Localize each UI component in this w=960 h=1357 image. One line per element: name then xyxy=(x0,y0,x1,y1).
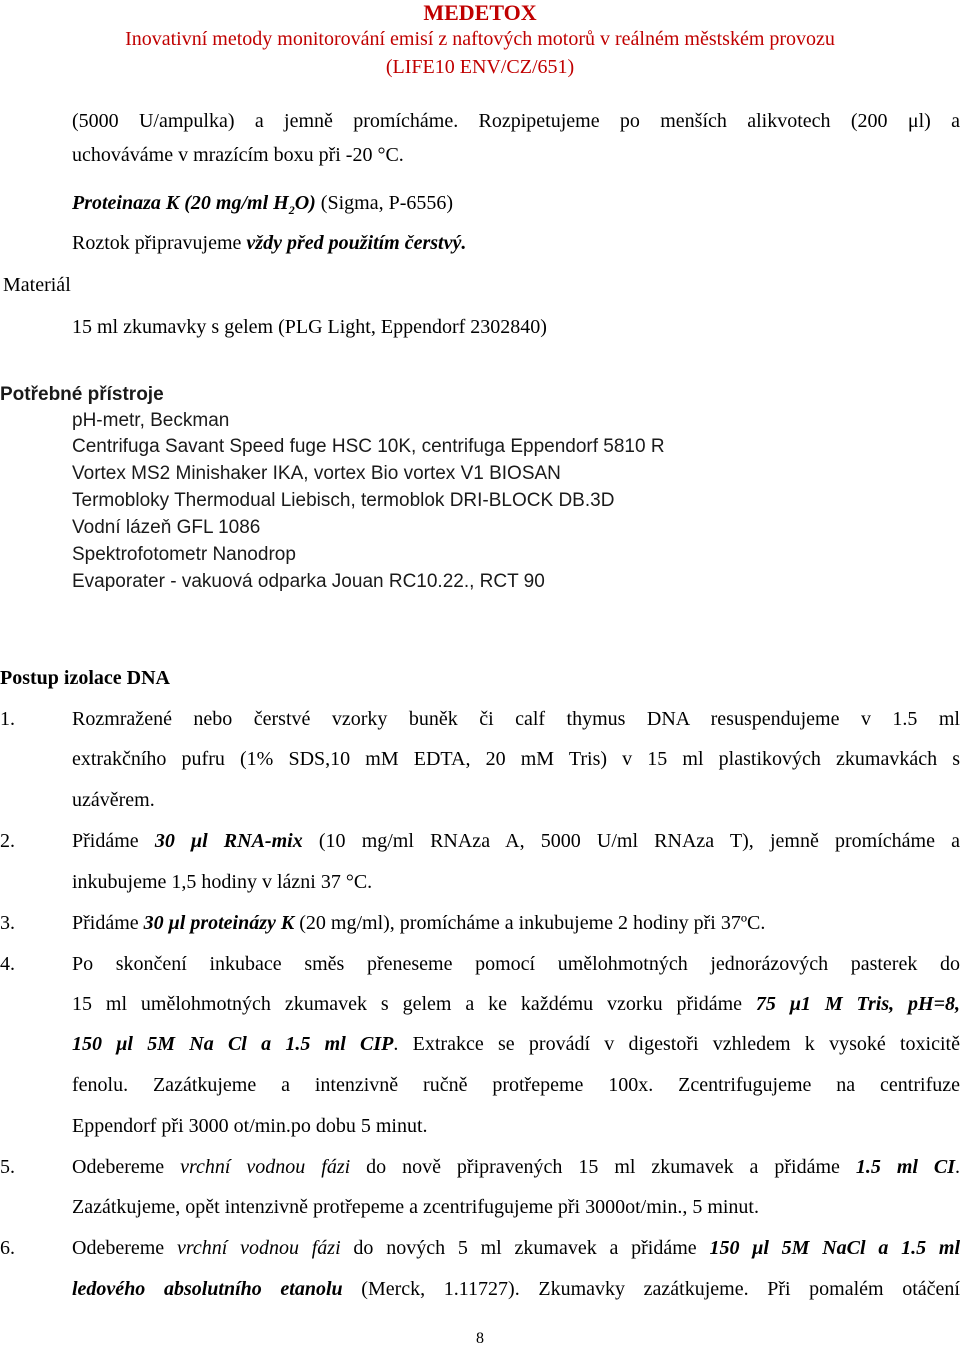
text: do nových 5 ml zkumavek a přidáme xyxy=(340,1237,710,1259)
text: . Extrakce se provádí v digestoři vzhledem k vysoké toxicitě xyxy=(393,1033,960,1055)
text: 15 ml umělohmotných zkumavek s gelem a ke každému vzorku přidáme xyxy=(72,993,756,1015)
page-number: 8 xyxy=(476,1330,484,1347)
instrument-item: Vodní lázeň GFL 1086 xyxy=(72,517,261,538)
reagent-name-end: O) xyxy=(294,192,316,214)
instrument-item: Evaporater - vakuová odparka Jouan RC10.22., RCT 90 xyxy=(72,571,545,592)
subscript: 2 xyxy=(288,203,295,217)
text: (10 mg/ml RNAza A, 5000 U/ml RNAza T), jemně promícháme a xyxy=(302,830,960,852)
text: Roztok připravujeme xyxy=(72,232,247,254)
step-line xyxy=(72,911,765,935)
step-number: 6. xyxy=(0,1237,15,1259)
step-number: 1. xyxy=(0,708,15,730)
step-line xyxy=(72,1155,960,1179)
step-number: 4. xyxy=(0,953,15,975)
reagent-source: (Sigma, P-6556) xyxy=(315,192,454,214)
step-line: Zazátkujeme, opět intenzivně protřepeme a zcentrifugujeme při 3000ot/min., 5 minut. xyxy=(72,1196,759,1218)
roztok-line xyxy=(72,231,466,255)
text: (Merck, 1.11727). Zkumavky zazátkujeme. Při pomalém otáčení xyxy=(342,1278,960,1300)
text: Odebereme xyxy=(72,1156,181,1178)
proteinaza-line xyxy=(72,191,453,222)
step-line: Po skončení inkubace směs přeneseme pomocí umělohmotných jednorázových pasterek do xyxy=(72,953,960,975)
instrument-item: Centrifuga Savant Speed fuge HSC 10K, centrifuga Eppendorf 5810 R xyxy=(72,436,665,457)
instrument-item: pH-metr, Beckman xyxy=(72,410,230,431)
step-line xyxy=(72,1277,960,1301)
paragraph-line: (5000 U/ampulka) a jemně promícháme. Rozpipetujeme po menších alikvotech (200 μl) a xyxy=(72,110,960,132)
instruments-heading: Potřebné přístroje xyxy=(0,384,164,405)
emphasis: vždy před použitím čerstvý. xyxy=(246,232,467,254)
italic-text: vrchní vodnou fázi xyxy=(180,1156,351,1178)
step-line: Eppendorf při 3000 ot/min.po dobu 5 minut. xyxy=(72,1115,428,1137)
emphasis: ledového absolutního etanolu xyxy=(72,1278,343,1300)
step-number: 3. xyxy=(0,912,15,934)
emphasis: 30 μl RNA-mix xyxy=(154,830,303,852)
emphasis: 150 μl 5M NaCl a 1.5 ml xyxy=(709,1237,960,1259)
paragraph-line: uchováváme v mrazícím boxu při -20 °C. xyxy=(72,144,404,166)
procedure-heading: Postup izolace DNA xyxy=(0,667,170,689)
emphasis: 30 μl proteinázy K xyxy=(143,912,295,934)
emphasis: 150 μl 5M Na Cl a 1.5 ml CIP xyxy=(72,1033,394,1055)
step-line: extrakčního pufru (1% SDS,10 mM EDTA, 20 mM Tris) v 15 ml plastikových zkumavkách s xyxy=(72,748,960,770)
material-label: Materiál xyxy=(3,274,71,296)
step-line xyxy=(72,829,960,853)
italic-text: vrchní vodnou fázi xyxy=(176,1237,341,1259)
reagent-name: Proteinaza K (20 mg/ml H xyxy=(72,192,289,214)
step-line: Rozmražené nebo čerstvé vzorky buněk či calf thymus DNA resuspendujeme v 1.5 ml xyxy=(72,708,960,730)
text: (20 mg/ml), promícháme a inkubujeme 2 hodiny při 37ºC. xyxy=(294,912,766,934)
step-number: 5. xyxy=(0,1156,15,1178)
emphasis: 1.5 ml CI xyxy=(855,1156,956,1178)
step-number: 2. xyxy=(0,830,15,852)
step-line xyxy=(72,1032,960,1056)
text: Odebereme xyxy=(72,1237,177,1259)
step-line: inkubujeme 1,5 hodiny v lázni 37 °C. xyxy=(72,871,373,893)
text: Přidáme xyxy=(72,830,155,852)
step-line xyxy=(72,1236,960,1260)
text: do nově připravených 15 ml zkumavek a přidáme xyxy=(350,1156,856,1178)
step-line: fenolu. Zazátkujeme a intenzivně ručně protřepeme 100x. Zcentrifugujeme na centrifuze xyxy=(72,1074,960,1096)
instrument-item: Termobloky Thermodual Liebisch, termoblok DRI-BLOCK DB.3D xyxy=(72,490,615,511)
material-item: 15 ml zkumavky s gelem (PLG Light, Eppendorf 2302840) xyxy=(72,316,547,338)
emphasis: 75 μ1 M Tris, pH=8, xyxy=(755,993,960,1015)
step-line xyxy=(72,992,960,1016)
step-line: uzávěrem. xyxy=(72,789,155,811)
instrument-item: Spektrofotometr Nanodrop xyxy=(72,544,296,565)
header-project-code: (LIFE10 ENV/CZ/651) xyxy=(385,56,575,78)
text: Přidáme xyxy=(72,912,144,934)
header-subtitle: Inovativní metody monitorování emisí z naftových motorů v reálném městském provozu xyxy=(125,28,835,50)
header-title: MEDETOX xyxy=(423,0,537,25)
text: . xyxy=(955,1156,960,1178)
instrument-item: Vortex MS2 Minishaker IKA, vortex Bio vortex V1 BIOSAN xyxy=(72,463,561,484)
